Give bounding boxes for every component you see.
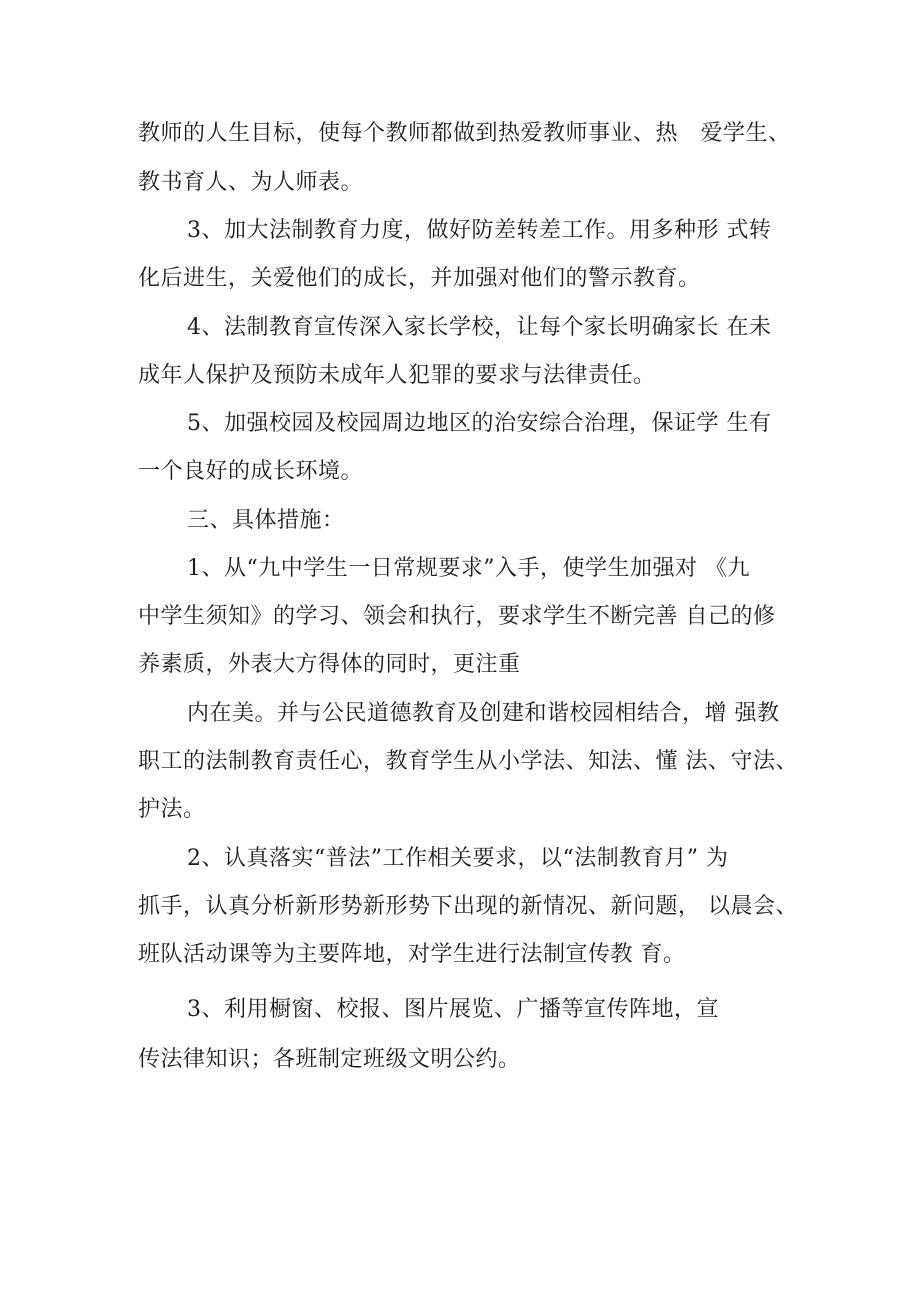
text-line-3: 3、加大法制教育力度，做好防差转差工作。用多种形 式转 <box>187 218 772 243</box>
text-line-4: 化后进生，关爱他们的成长，并加强对他们的警示教育。 <box>138 266 701 291</box>
text-line-18: 班队活动课等为主要阵地，对学生进行法制宣传教 育。 <box>138 942 686 967</box>
text-line-13: 内在美。并与公民道德教育及创建和谐校园相结合，增 强教 <box>187 701 780 726</box>
text-line-16: 2、认真落实“普法”工作相关要求，以“法制教育月” 为 <box>187 846 729 871</box>
text-line-19: 3、利用橱窗、校报、图片展览、广播等宣传阵地，宣 <box>187 997 719 1022</box>
text-line-8: 一个良好的成长环境。 <box>138 459 364 484</box>
text-line-1: 教师的人生目标，使每个教师都做到热爱教师事业、热 爱学生、 <box>138 121 791 146</box>
text-line-2: 教书育人、为人师表。 <box>138 170 364 195</box>
text-line-12: 养素质，外表大方得体的同时，更注重 <box>138 652 521 677</box>
text-line-10: 1、从“九中学生一日常规要求”入手，使学生加强对 《九 <box>187 556 750 581</box>
section-heading: 三、具体措施： <box>187 508 345 533</box>
text-line-7: 5、加强校园及校园周边地区的治安综合治理，保证学 生有 <box>187 411 772 436</box>
text-line-14: 职工的法制教育责任心，教育学生从小学法、知法、懂 法、守法、 <box>138 749 798 774</box>
text-line-17: 抓手，认真分析新形势新形势下出现的新情况、新问题， 以晨会、 <box>138 894 798 919</box>
text-line-6: 成年人保护及预防未成年人犯罪的要求与法律责任。 <box>138 363 656 388</box>
text-line-5: 4、法制教育宣传深入家长学校，让每个家长明确家长 在未 <box>187 315 772 340</box>
text-line-15: 护法。 <box>138 797 206 822</box>
text-line-20: 传法律知识；各班制定班级文明公约。 <box>138 1047 521 1072</box>
text-line-11: 中学生须知》的学习、领会和执行，要求学生不断完善 自己的修 <box>138 604 776 629</box>
